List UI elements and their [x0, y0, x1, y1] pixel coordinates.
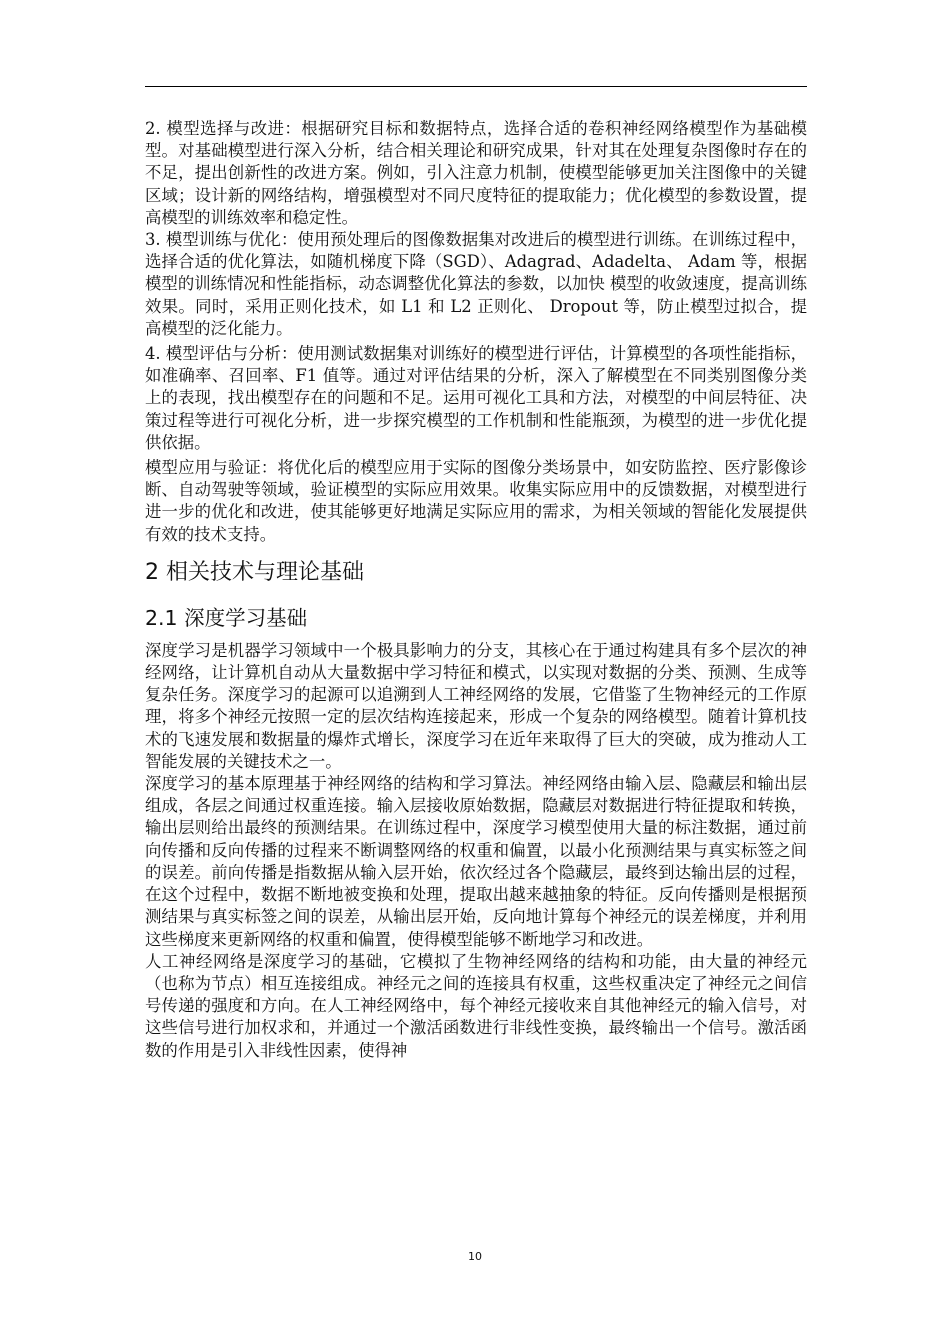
page-body [145, 118, 807, 1062]
header-rule [145, 86, 807, 87]
paragraph-deep-learning-intro: 深度学习是机器学习领域中一个极具影响力的分支，其核心在于通过构建具有多个层次的神经网络，让计算机自动从大量数据中学习特征和模式，以实现对数据的分类、预测、生成等复杂任务。深度学习的起源可以追溯到人工神经网络的发展，它借鉴了生物神经元的工作原理，将多个神经元按照一定的层次结构连接起来，形成一个复杂的网络模型。随着计算机技术的飞速发展和数据量的爆炸式增长，深度学习在近年来取得了巨大的突破，成为推动人工智能发展的关键技术之一。 [145, 640, 807, 771]
paragraph-deep-learning-principle: 深度学习的基本原理基于神经网络的结构和学习算法。神经网络由输入层、隐藏层和输出层组成，各层之间通过权重连接。输入层接收原始数据，隐藏层对数据进行特征提取和转换，输出层则给出最终的预测结果。在训练过程中，深度学习模型使用大量的标注数据，通过前向传播和反向传播的过程来不断调整网络的权重和偏置，以最小化预测结果与真实标签之间的误差。前向传播是指数据从输入层开始，依次经过各个隐藏层，最终到达输出层的过程，在这个过程中，数据不断地被变换和处理，提取出越来越抽象的特征。反向传播则是根据预测结果与真实标签之间的误差，从输出层开始，反向地计算每个神经元的误差梯度，并利用这些梯度来更新网络的权重和偏置，使得模型能够不断地学习和改进。 [145, 774, 807, 949]
page-number: 10 [468, 1250, 482, 1263]
paragraph-model-evaluation: 4. 模型评估与分析：使用测试数据集对训练好的模型进行评估，计算模型的各项性能指标，如准确率、召回率、F1 值等。通过对评估结果的分析，深入了解模型在不同类别图像分类上的表现，找出模型存在的问题和不足。运用可视化工具和方法，对模型的中间层特征、决策过程等进行可视化分析，进一步探究模型的工作机制和性能瓶颈，为模型的进一步优化提供依据。 [145, 344, 807, 452]
paragraph-neural-network: 人工神经网络是深度学习的基础，它模拟了生物神经网络的结构和功能，由大量的神经元（也称为节点）相互连接组成。神经元之间的连接具有权重，这些权重决定了神经元之间信号传递的强度和方向。在人工神经网络中，每个神经元接收来自其他神经元的输入信号，对这些信号进行加权求和，并通过一个激活函数进行非线性变换，最终输出一个信号。激活函数的作用是引入非线性因素，使得神 [145, 951, 807, 1060]
section-heading: 2.1 深度学习基础 [145, 605, 308, 630]
chapter-heading: 2 相关技术与理论基础 [145, 559, 364, 585]
paragraph-model-training: 3. 模型训练与优化：使用预处理后的图像数据集对改进后的模型进行训练。在训练过程中，选择合适的优化算法，如随机梯度下降（SGD）、Adagrad、Adadelta、 Adam 等，根据模型的训练情况和性能指标，动态调整优化算法的参数，以加快 模型的收敛速度，提高训练效果。同时，采用正则化技术，如 L1 和 L2 正则化、 Dropout 等，防止模型过拟合，提高模型的泛化能力。 [145, 230, 807, 338]
paragraph-model-application: 模型应用与验证：将优化后的模型应用于实际的图像分类场景中，如安防监控、医疗影像诊断、自动驾驶等领域，验证模型的实际应用效果。收集实际应用中的反馈数据，对模型进行进一步的优化和改进，使其能够更好地满足实际应用的需求，为相关领域的智能化发展提供有效的技术支持。 [145, 458, 807, 544]
paragraph-model-selection: 2. 模型选择与改进：根据研究目标和数据特点，选择合适的卷积神经网络模型作为基础模型。对基础模型进行深入分析，结合相关理论和研究成果，针对其在处理复杂图像时存在的不足，提出创新性的改进方案。例如，引入注意力机制，使模型能够更加关注图像中的关键区域；设计新的网络结构，增强模型对不同尺度特征的提取能力；优化模型的参数设置，提高模型的训练效率和稳定性。 [145, 119, 807, 227]
